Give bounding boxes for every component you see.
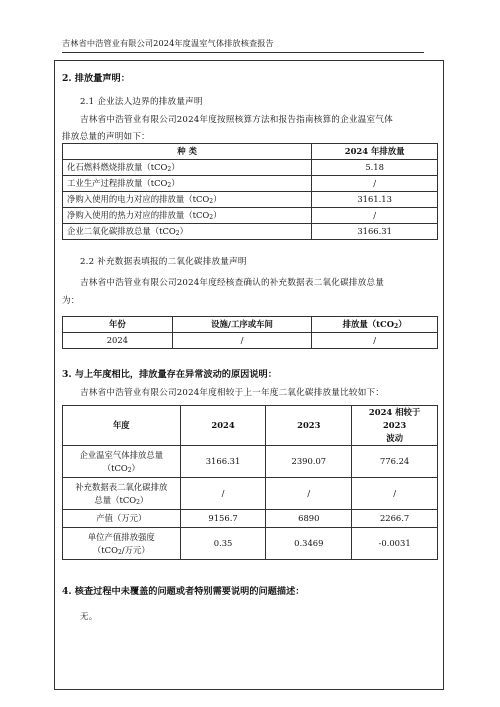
cell-2024: 9156.7 bbox=[180, 510, 266, 528]
cell-change: / bbox=[352, 478, 438, 510]
section-2-1-intro-line1: 吉林省中浩管业有限公司2024年度按照核算方法和报告指南核算的企业温室气体 bbox=[80, 115, 393, 125]
row-label: 工业生产过程排放量（tCO$_2$） bbox=[63, 176, 312, 192]
section-2-2-title: 2.2 补充数据表填报的二氧化碳排放量声明 bbox=[80, 257, 247, 267]
section-2-2-intro-line1: 吉林省中浩管业有限公司2024年度经核查确认的补充数据表二氧化碳排放总量 bbox=[80, 278, 385, 288]
section-3-intro: 吉林省中浩管业有限公司2024年度相较于上一年度二氧化碳排放量比较如下： bbox=[80, 388, 385, 398]
cell-facility: / bbox=[172, 333, 312, 349]
col-header-2023: 2023 bbox=[266, 406, 352, 446]
cell-change: 776.24 bbox=[352, 446, 438, 478]
table-row bbox=[63, 446, 438, 478]
table-row bbox=[63, 192, 438, 208]
section-2-title: 2. 排放量声明： bbox=[62, 73, 130, 84]
row-value: 3166.31 bbox=[312, 224, 438, 240]
yearly-comparison-table bbox=[62, 405, 438, 560]
section-4-title: 4. 核查过程中未覆盖的问题或者特别需要说明的问题描述： bbox=[62, 586, 305, 597]
cell-emission: / bbox=[312, 333, 438, 349]
table-row bbox=[63, 176, 438, 192]
table-row bbox=[63, 160, 438, 176]
row-label: 净购入使用的热力对应的排放量（tCO$_2$） bbox=[63, 208, 312, 224]
cell-2023: 0.3469 bbox=[266, 528, 352, 560]
section-4-body: 无。 bbox=[80, 612, 98, 622]
col-header-year: 年份 bbox=[63, 317, 173, 333]
row-label: 化石燃料燃烧排放量（tCO$_2$） bbox=[63, 160, 312, 176]
row-value: 5.18 bbox=[312, 160, 438, 176]
section-2-1-intro-line2: 排放总量的声明如下： bbox=[62, 132, 150, 142]
col-header-facility: 设施/工序或车间 bbox=[172, 317, 312, 333]
cell-change: 2266.7 bbox=[352, 510, 438, 528]
col-header-emission: 排放量（tCO$_2$） bbox=[312, 317, 438, 333]
table-row bbox=[63, 333, 438, 349]
row-value: 3161.13 bbox=[312, 192, 438, 208]
cell-change: -0.0031 bbox=[352, 528, 438, 560]
section-2-1-title: 2.1 企业法人边界的排放量声明 bbox=[80, 97, 203, 107]
cell-2023: 6890 bbox=[266, 510, 352, 528]
cell-2024: 3166.31 bbox=[180, 446, 266, 478]
col-header-year: 年度 bbox=[63, 406, 181, 446]
table-header-row bbox=[63, 144, 438, 160]
table-row bbox=[63, 224, 438, 240]
table-header-row bbox=[63, 406, 438, 446]
col-header-change: 2024 相较于 2023 波动 bbox=[352, 406, 438, 446]
emission-declaration-table bbox=[62, 143, 438, 240]
row-label: 净购入使用的电力对应的排放量（tCO$_2$） bbox=[63, 192, 312, 208]
cell-2024: 0.35 bbox=[180, 528, 266, 560]
row-label: 单位产值排放强度 （tCO$_2$/万元） bbox=[63, 528, 181, 560]
cell-year: 2024 bbox=[63, 333, 173, 349]
row-value: / bbox=[312, 176, 438, 192]
col-header-category: 种 类 bbox=[63, 144, 312, 160]
row-label: 企业温室气体排放总量 （tCO$_2$） bbox=[63, 446, 181, 478]
cell-2023: / bbox=[266, 478, 352, 510]
row-label: 企业二氧化碳排放总量（tCO$_2$） bbox=[63, 224, 312, 240]
table-row bbox=[63, 510, 438, 528]
page-header: 吉林省中浩管业有限公司2024年度温室气体排放核查报告 bbox=[62, 38, 424, 53]
section-3-title: 3. 与上年度相比，排放量存在异常波动的原因说明： bbox=[62, 369, 277, 380]
row-label: 产值（万元） bbox=[63, 510, 181, 528]
supplementary-emission-table bbox=[62, 316, 438, 349]
table-row bbox=[63, 478, 438, 510]
row-label: 补充数据表二氧化碳排放 总量（tCO$_2$） bbox=[63, 478, 181, 510]
row-value: / bbox=[312, 208, 438, 224]
cell-2023: 2390.07 bbox=[266, 446, 352, 478]
table-row bbox=[63, 528, 438, 560]
table-row bbox=[63, 208, 438, 224]
cell-2024: / bbox=[180, 478, 266, 510]
table-header-row bbox=[63, 317, 438, 333]
section-2-2-intro-line2: 为： bbox=[62, 296, 80, 306]
col-header-2024: 2024 bbox=[180, 406, 266, 446]
col-header-2024-emission: 2024 年排放量 bbox=[312, 144, 438, 160]
